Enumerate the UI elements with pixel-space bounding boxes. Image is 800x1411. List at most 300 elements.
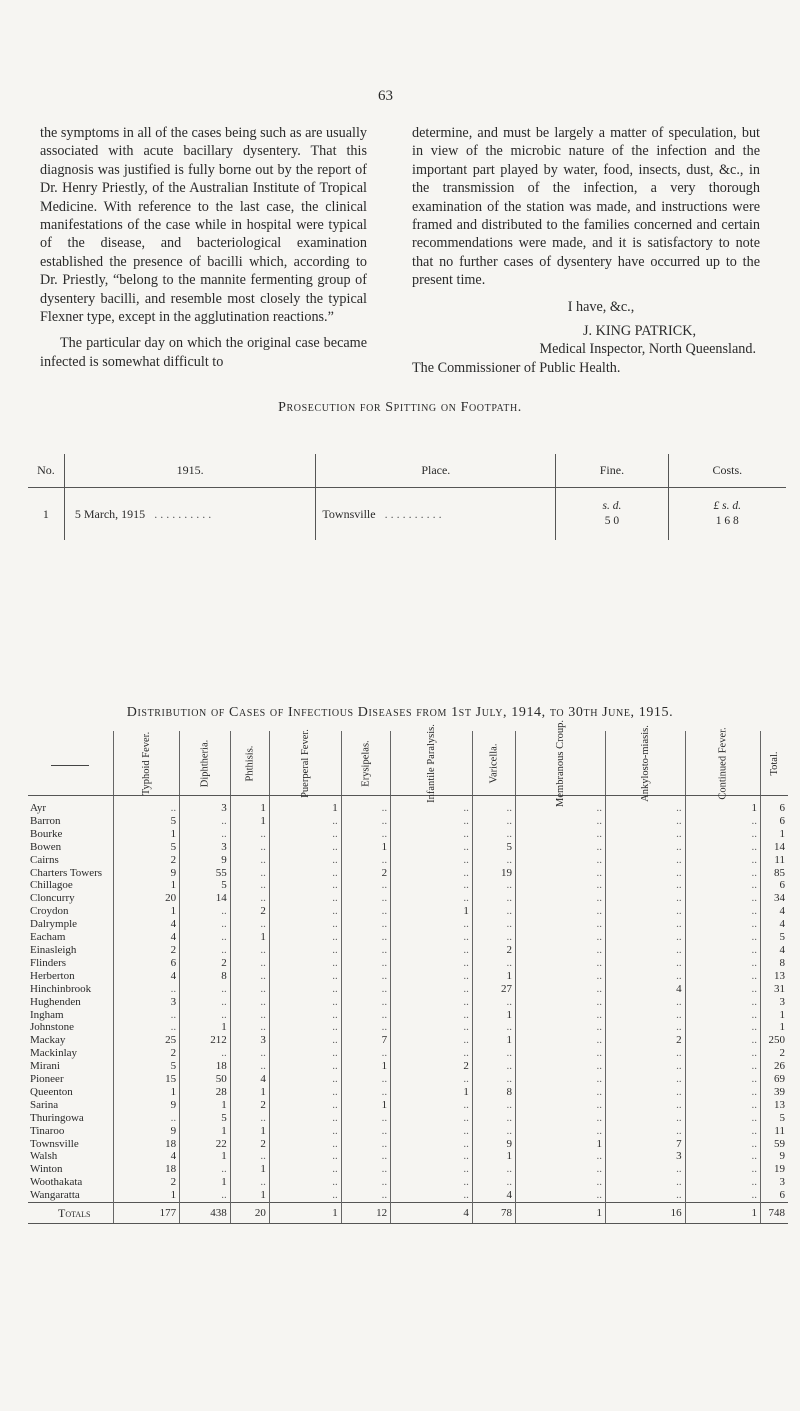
page-number: 63 — [378, 88, 393, 104]
table-cell: .. — [230, 1176, 269, 1189]
table-cell: .. — [516, 867, 606, 880]
place-name: Townsville — [28, 1138, 113, 1151]
table-cell: .. — [269, 970, 341, 983]
table-cell: .. — [605, 918, 685, 931]
table-cell: .. — [391, 1021, 473, 1034]
place-name: Einasleigh — [28, 944, 113, 957]
table-cell: 3 — [180, 802, 231, 815]
table-cell: .. — [605, 815, 685, 828]
table-cell: .. — [269, 1138, 341, 1151]
table-cell: 2 — [113, 944, 179, 957]
table-cell: 9 — [113, 867, 179, 880]
row-date: 5 March, 1915 . . . . . . . . . . — [64, 488, 316, 541]
place-name: Winton — [28, 1163, 113, 1176]
table-cell: .. — [391, 1047, 473, 1060]
table-cell: 69 — [774, 1073, 785, 1086]
table-cell: .. — [472, 1112, 515, 1125]
table-row — [28, 1021, 788, 1034]
table-cell: 1 — [113, 879, 179, 892]
table-cell: .. — [341, 892, 390, 905]
table-cell: 2 — [605, 1034, 685, 1047]
table-cell: .. — [113, 1021, 179, 1034]
table-cell: 3 — [113, 996, 179, 1009]
table-cell: .. — [605, 931, 685, 944]
table-cell: .. — [685, 957, 760, 970]
table-cell: .. — [269, 944, 341, 957]
total-cell: 12 — [341, 1203, 390, 1224]
table-cell: .. — [605, 841, 685, 854]
place-name: Hinchinbrook — [28, 983, 113, 996]
table-cell: 2 — [180, 957, 231, 970]
table-cell: 250 — [768, 1034, 785, 1047]
table-cell: .. — [685, 1138, 760, 1151]
table-cell: 6 — [113, 957, 179, 970]
prosecution-table — [28, 454, 786, 540]
closing-line: I have, &c., — [567, 298, 635, 315]
table-cell: .. — [516, 1034, 606, 1047]
totals-label: Totals — [28, 1203, 113, 1224]
table-cell: 1 — [230, 1163, 269, 1176]
table-cell: 5 — [180, 1112, 231, 1125]
table-cell: 18 — [113, 1138, 179, 1151]
table-cell: .. — [605, 1060, 685, 1073]
place-name: Eacham — [28, 931, 113, 944]
table-cell: .. — [472, 905, 515, 918]
table-cell: .. — [472, 879, 515, 892]
table-cell: .. — [472, 996, 515, 1009]
table-cell: .. — [516, 996, 606, 1009]
table-cell: .. — [516, 1047, 606, 1060]
table-cell: .. — [516, 815, 606, 828]
table-cell: .. — [391, 983, 473, 996]
table-cell: .. — [341, 1009, 390, 1022]
table-cell: .. — [269, 1021, 341, 1034]
column-header: Erysipelas. — [341, 731, 390, 796]
table-cell: 13 — [774, 1098, 785, 1111]
table-cell: .. — [605, 802, 685, 815]
table-cell: .. — [516, 1060, 606, 1073]
total-cell: 16 — [605, 1203, 685, 1224]
table-cell: .. — [516, 957, 606, 970]
table-cell: 14 — [180, 892, 231, 905]
table-row — [28, 931, 788, 944]
total-cell: 1 — [516, 1203, 606, 1224]
table-cell: 8 — [779, 956, 785, 969]
table-cell: .. — [230, 1009, 269, 1022]
header-place-column — [28, 731, 113, 796]
table-cell: .. — [391, 879, 473, 892]
table-cell: .. — [516, 1163, 606, 1176]
total-cell: 438 — [180, 1203, 231, 1224]
table-cell: 4 — [113, 970, 179, 983]
table-cell: .. — [269, 1189, 341, 1202]
table-cell: .. — [269, 1034, 341, 1047]
table-cell: 1 — [230, 1125, 269, 1138]
table-cell: 5 — [113, 815, 179, 828]
place-name: Johnstone — [28, 1021, 113, 1034]
table-cell: .. — [391, 944, 473, 957]
column-header: Diphtheria. — [180, 731, 231, 796]
table-cell: .. — [685, 1047, 760, 1060]
table-row — [28, 1163, 788, 1176]
table-row — [28, 1112, 788, 1125]
table-cell: .. — [685, 931, 760, 944]
table-cell: .. — [605, 1176, 685, 1189]
table-cell: .. — [180, 983, 231, 996]
table-cell: .. — [516, 1150, 606, 1163]
table-cell: .. — [685, 1176, 760, 1189]
table-cell: .. — [516, 841, 606, 854]
table-cell: .. — [685, 1034, 760, 1047]
place-name: Mackay — [28, 1034, 113, 1047]
table-cell: 1 — [180, 1176, 231, 1189]
table-cell: .. — [685, 1125, 760, 1138]
table-cell: .. — [685, 1189, 760, 1202]
header-no: No. — [28, 454, 64, 488]
table-cell: 19 — [774, 1163, 785, 1176]
table-cell: .. — [605, 867, 685, 880]
place-name: Bourke — [28, 828, 113, 841]
table-cell: 3 — [779, 1176, 785, 1189]
place-name: Cloncurry — [28, 892, 113, 905]
table-cell: .. — [391, 996, 473, 1009]
table-row — [28, 970, 788, 983]
table-cell: .. — [230, 1060, 269, 1073]
header-costs: Costs. — [668, 454, 786, 488]
table-cell: .. — [516, 854, 606, 867]
table-cell: 9 — [113, 1099, 179, 1112]
table-cell: 1 — [113, 1189, 179, 1202]
total-cell: 78 — [472, 1203, 515, 1224]
table-cell: 6 — [779, 879, 785, 892]
table-cell: 59 — [774, 1137, 785, 1150]
table-cell: 5 — [113, 841, 179, 854]
table-cell: .. — [685, 1112, 760, 1125]
place-name: Croydon — [28, 905, 113, 918]
table-cell: 1 — [230, 815, 269, 828]
place-name: Thuringowa — [28, 1112, 113, 1125]
table-cell: .. — [180, 918, 231, 931]
table-cell: .. — [685, 1060, 760, 1073]
header-fine: Fine. — [556, 454, 668, 488]
table-cell: .. — [472, 1047, 515, 1060]
table-cell: 2 — [230, 1099, 269, 1112]
table-row — [28, 996, 788, 1009]
place-name: Wangaratta — [28, 1189, 113, 1202]
table-cell: 34 — [774, 892, 785, 905]
table-cell: .. — [685, 1009, 760, 1022]
table-cell: .. — [230, 892, 269, 905]
table-cell: .. — [341, 996, 390, 1009]
table-cell: 31 — [774, 982, 785, 995]
table-cell: .. — [230, 918, 269, 931]
table-cell: .. — [472, 828, 515, 841]
table-cell: .. — [341, 854, 390, 867]
table-cell: 1 — [180, 1021, 231, 1034]
header-year: 1915. — [64, 454, 316, 488]
table-cell: .. — [685, 1021, 760, 1034]
table-cell: .. — [391, 1073, 473, 1086]
distribution-table — [28, 719, 788, 1224]
place-name: Chillagoe — [28, 879, 113, 892]
table-cell: .. — [685, 892, 760, 905]
table-cell: .. — [269, 892, 341, 905]
table-cell: .. — [472, 1176, 515, 1189]
table-cell: 1 — [341, 1060, 390, 1073]
table-cell: .. — [391, 1150, 473, 1163]
table-cell: .. — [341, 983, 390, 996]
table-cell: .. — [605, 1086, 685, 1099]
table-cell: .. — [341, 957, 390, 970]
table-cell: 1 — [113, 828, 179, 841]
table-cell: 14 — [774, 840, 785, 853]
table-cell: .. — [516, 918, 606, 931]
table-cell: .. — [230, 867, 269, 880]
table-cell: 1 — [113, 905, 179, 918]
table-cell: .. — [391, 1189, 473, 1202]
signature-title: Medical Inspector, North Queensland. — [539, 341, 756, 358]
table-cell: .. — [516, 828, 606, 841]
table-cell: .. — [269, 1150, 341, 1163]
table-cell: 1 — [779, 1008, 785, 1021]
table-cell: .. — [605, 1073, 685, 1086]
table-cell: .. — [685, 918, 760, 931]
table-cell: .. — [269, 854, 341, 867]
table-cell: .. — [685, 854, 760, 867]
table-cell: .. — [685, 1163, 760, 1176]
table-cell: 4 — [605, 983, 685, 996]
table-row — [28, 1086, 788, 1099]
table-cell: .. — [269, 905, 341, 918]
column-header: Phthisis. — [230, 731, 269, 796]
table-cell: .. — [516, 970, 606, 983]
table-cell: .. — [605, 828, 685, 841]
table-cell: .. — [685, 970, 760, 983]
table-cell: 1 — [472, 1150, 515, 1163]
table-cell: .. — [341, 1163, 390, 1176]
table-cell: .. — [180, 905, 231, 918]
table-cell: 2 — [113, 1176, 179, 1189]
table-cell: 5 — [180, 879, 231, 892]
table-cell: 9 — [180, 854, 231, 867]
table-cell: 6 — [779, 1189, 785, 1202]
table-cell: 3 — [779, 995, 785, 1008]
table-cell: 212 — [180, 1034, 231, 1047]
table-row — [28, 1034, 788, 1047]
table-cell: .. — [341, 970, 390, 983]
table-cell: .. — [230, 828, 269, 841]
table-cell: .. — [472, 815, 515, 828]
table-cell: .. — [472, 1021, 515, 1034]
place-name: Hughenden — [28, 996, 113, 1009]
table-cell: .. — [269, 828, 341, 841]
table-cell: .. — [230, 1150, 269, 1163]
table-cell: .. — [341, 828, 390, 841]
table-cell: .. — [230, 970, 269, 983]
table-cell: .. — [269, 996, 341, 1009]
table-cell: 8 — [180, 970, 231, 983]
table-cell: .. — [180, 828, 231, 841]
table-cell: 3 — [605, 1150, 685, 1163]
table-cell: .. — [516, 1189, 606, 1202]
table-cell: 8 — [472, 1086, 515, 1099]
table-cell: .. — [391, 931, 473, 944]
table-cell: .. — [605, 996, 685, 1009]
place-name: Cairns — [28, 854, 113, 867]
table-cell: 7 — [605, 1138, 685, 1151]
total-cell: 177 — [113, 1203, 179, 1224]
table-cell: .. — [391, 1125, 473, 1138]
table-row — [28, 1150, 788, 1163]
table-cell: .. — [269, 1176, 341, 1189]
table-cell: 27 — [472, 983, 515, 996]
table-cell: .. — [341, 1189, 390, 1202]
table-cell: .. — [341, 815, 390, 828]
left-paragraph-1: the symptoms in all of the cases being such as are usually associated with acute bacillary dysentery. That this diagnosis was justified is fully borne out by the report of Dr. Henry Priestly, of the Australian Institute of Tropical Medicine. With reference to the last case, the clinical manifestations of the case while in hospital were typical of the disease, and bacteriological examination established the presence of bacilli which, according to Dr. Priestly, “belong to the mannite fermenting group of dysentery bacilli, and resemble most closely the typical Flexner type, except in the agglutination reactions.” — [40, 125, 367, 326]
place-name: Queenton — [28, 1086, 113, 1099]
table-cell: .. — [269, 1060, 341, 1073]
place-name: Flinders — [28, 957, 113, 970]
table-cell: .. — [472, 918, 515, 931]
table-cell: .. — [685, 828, 760, 841]
table-row — [28, 1125, 788, 1138]
table-cell: .. — [269, 1099, 341, 1112]
table-cell: .. — [605, 1099, 685, 1112]
table-cell: .. — [685, 905, 760, 918]
table-row — [28, 879, 788, 892]
table-cell: .. — [605, 944, 685, 957]
table-cell: 18 — [180, 1060, 231, 1073]
place-name: Ayr — [28, 802, 113, 815]
table-cell: 1 — [269, 802, 341, 815]
table-cell: 6 — [779, 814, 785, 827]
table-cell: 1 — [180, 1150, 231, 1163]
table-cell: .. — [472, 1099, 515, 1112]
table-cell: .. — [516, 802, 606, 815]
table-cell: .. — [230, 996, 269, 1009]
table-cell: 1 — [113, 1086, 179, 1099]
table-cell: .. — [180, 815, 231, 828]
table-cell: .. — [391, 841, 473, 854]
left-paragraph-2: The particular day on which the original case became infected is somewhat difficult to — [40, 335, 367, 370]
table-cell: 3 — [230, 1034, 269, 1047]
table-cell: 20 — [113, 892, 179, 905]
table-cell: .. — [605, 1189, 685, 1202]
table-cell: .. — [472, 802, 515, 815]
table-cell: .. — [180, 1163, 231, 1176]
table-cell: .. — [605, 854, 685, 867]
table-cell: 11 — [774, 1124, 785, 1137]
place-name: Mirani — [28, 1060, 113, 1073]
table-cell: .. — [685, 1086, 760, 1099]
column-header: Total. — [760, 731, 788, 796]
table-cell: 4 — [779, 918, 785, 931]
table-cell: .. — [391, 1176, 473, 1189]
table-cell: 6 — [779, 802, 785, 814]
table-cell: 5 — [779, 931, 785, 944]
table-cell: .. — [685, 983, 760, 996]
table-cell: 1 — [230, 1189, 269, 1202]
table-row — [28, 854, 788, 867]
place-name: Mackinlay — [28, 1047, 113, 1060]
row-no: 1 — [28, 488, 64, 541]
table-cell: 2 — [391, 1060, 473, 1073]
table-cell: .. — [516, 1009, 606, 1022]
left-text-column — [40, 124, 367, 371]
signature-name: J. KING PATRICK, — [583, 323, 696, 340]
table-cell: .. — [269, 918, 341, 931]
table-row — [28, 1073, 788, 1086]
table-cell: 28 — [180, 1086, 231, 1099]
table-cell: .. — [269, 879, 341, 892]
table-cell: .. — [685, 996, 760, 1009]
table-cell: .. — [230, 1021, 269, 1034]
column-header: Ankylosto-miasis. — [605, 731, 685, 796]
table-cell: 1 — [230, 802, 269, 815]
table-cell: .. — [269, 957, 341, 970]
table-cell: 22 — [180, 1138, 231, 1151]
column-header: Continued Fever. — [685, 731, 760, 796]
table-cell: .. — [685, 1150, 760, 1163]
table-cell: 1 — [180, 1099, 231, 1112]
table-cell: .. — [516, 1176, 606, 1189]
table-cell: .. — [391, 1009, 473, 1022]
table-cell: .. — [180, 1047, 231, 1060]
table-row — [28, 867, 788, 880]
table-cell: .. — [516, 1099, 606, 1112]
table-cell: 2 — [230, 905, 269, 918]
table-row — [28, 815, 788, 828]
table-cell: 2 — [113, 1047, 179, 1060]
total-cell: 20 — [230, 1203, 269, 1224]
row-place: Townsville . . . . . . . . . . — [316, 488, 556, 541]
table-cell: 55 — [180, 867, 231, 880]
table-cell: .. — [391, 918, 473, 931]
table-cell: .. — [391, 1138, 473, 1151]
table-cell: 1 — [472, 970, 515, 983]
table-cell: .. — [341, 879, 390, 892]
table-cell: 2 — [341, 867, 390, 880]
table-cell: 5 — [472, 841, 515, 854]
table-row — [28, 957, 788, 970]
table-cell: 1 — [230, 1086, 269, 1099]
table-cell: .. — [516, 905, 606, 918]
table-cell: .. — [341, 1073, 390, 1086]
table-cell: 1 — [341, 841, 390, 854]
row-costs: £ s. d. 1 6 8 — [713, 500, 742, 527]
table-cell: .. — [516, 1073, 606, 1086]
right-text-column — [412, 124, 760, 377]
table-cell: 11 — [774, 853, 785, 866]
table-cell: .. — [472, 931, 515, 944]
table-cell: 4 — [113, 1150, 179, 1163]
table-cell: .. — [180, 931, 231, 944]
table-cell: 1 — [230, 931, 269, 944]
table-cell: .. — [391, 957, 473, 970]
table-cell: 4 — [113, 918, 179, 931]
table-cell: .. — [341, 1150, 390, 1163]
table-row — [28, 841, 788, 854]
totals-row — [28, 1203, 788, 1224]
table-cell: 1 — [472, 1034, 515, 1047]
table-cell: .. — [605, 1125, 685, 1138]
table-cell: .. — [269, 1073, 341, 1086]
table-cell: .. — [269, 1112, 341, 1125]
table-cell: 1 — [341, 1099, 390, 1112]
place-name: Herberton — [28, 970, 113, 983]
table-cell: .. — [230, 957, 269, 970]
table-cell: .. — [605, 1047, 685, 1060]
